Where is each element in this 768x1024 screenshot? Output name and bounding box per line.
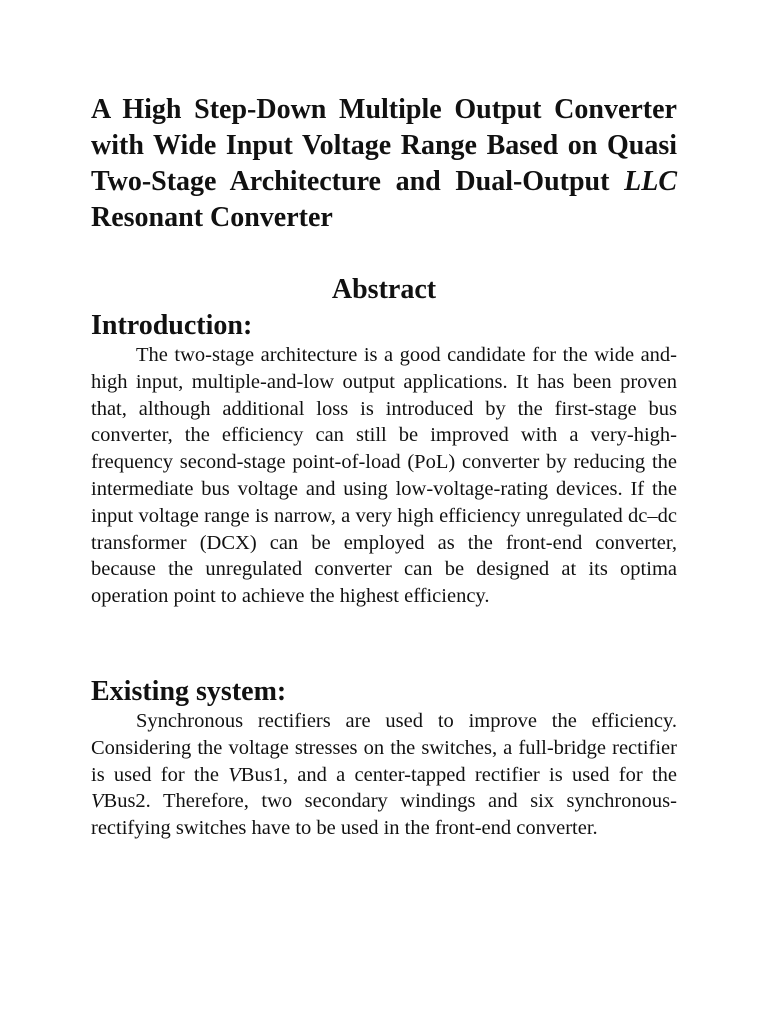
- vbus1-variable: V: [228, 763, 241, 786]
- title-text-end: Resonant Converter: [91, 202, 333, 233]
- abstract-heading: Abstract: [331, 274, 437, 305]
- existing-system-heading: Existing system:: [91, 676, 287, 707]
- title-text-start: A High Step-Down Multiple Output Converter with Wide Input Voltage Range Based on Quasi Two-Stage Architecture and Dual-Output: [91, 94, 677, 197]
- existing-text-1: Synchronous rectifiers are used to improve the efficiency. Considering the voltage stresses on the switches, a full-bridge rectifier is used for the: [91, 710, 677, 786]
- introduction-paragraph: The two-stage architecture is a good candidate for the wide and-high input, multiple-and-low output applications. It has been proven that, although additional loss is introduced by the first-stage bus converter, the efficiency can still be improved with a very-high-frequency second-stage point-of-load (PoL) converter by reducing the intermediate bus voltage and using low-voltage-rating devices. If the input voltage range is narrow, a very high efficiency unregulated dc–dc transformer (DCX) can be employed as the front-end converter, because the unregulated converter can be designed at its optima operation point to achieve the highest efficiency.: [91, 344, 677, 608]
- existing-text-3: Bus2. Therefore, two secondary windings and six synchronous-rectifying switches have to be used in the front-end converter.: [91, 790, 677, 840]
- existing-text-2: Bus1, and a center-tapped rectifier is used for the: [240, 763, 677, 786]
- vbus2-variable: V: [91, 790, 104, 813]
- introduction-heading: Introduction:: [91, 310, 253, 341]
- document-title: [91, 92, 677, 236]
- title-llc-italic: LLC: [624, 166, 677, 197]
- existing-system-paragraph: [91, 708, 677, 842]
